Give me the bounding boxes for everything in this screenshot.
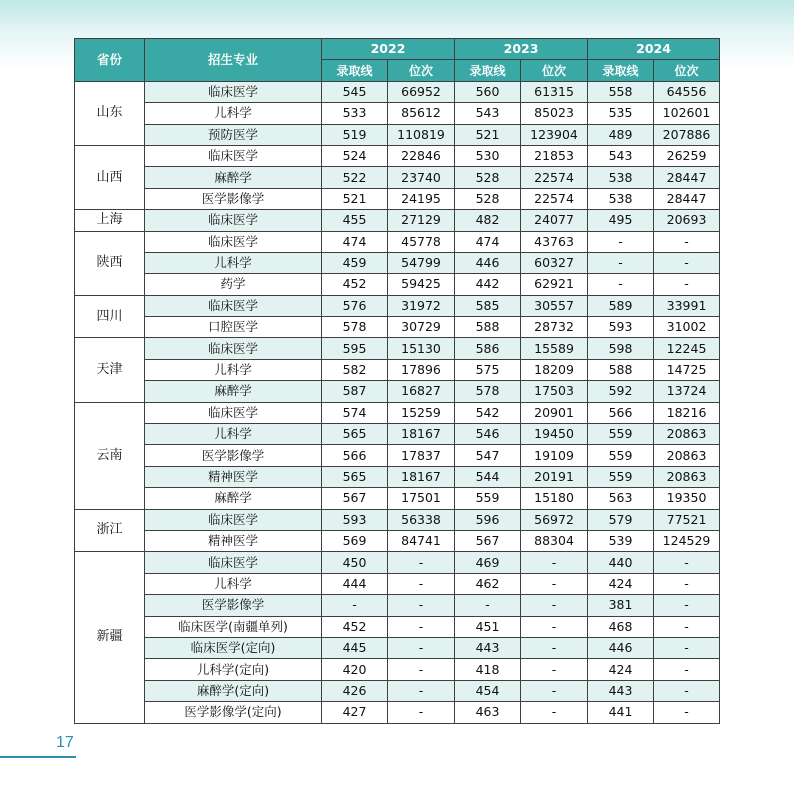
- rank-cell: 18209: [521, 359, 588, 380]
- rank-cell: -: [654, 680, 720, 701]
- score-cell: -: [588, 252, 654, 273]
- score-cell: 440: [588, 552, 654, 573]
- major-cell: 医学影像学: [145, 445, 322, 466]
- score-cell: 469: [455, 552, 521, 573]
- score-cell: 446: [455, 252, 521, 273]
- province-cell: 山西: [75, 145, 145, 209]
- score-cell: 459: [322, 252, 388, 273]
- rank-cell: 54799: [388, 252, 455, 273]
- rank-cell: 123904: [521, 124, 588, 145]
- rank-cell: 22574: [521, 188, 588, 209]
- score-header: 录取线: [588, 60, 654, 81]
- page-number: 17: [56, 734, 74, 751]
- rank-cell: 28447: [654, 167, 720, 188]
- major-cell: 口腔医学: [145, 317, 322, 338]
- score-cell: 482: [455, 210, 521, 231]
- major-cell: 临床医学: [145, 231, 322, 252]
- province-cell: 浙江: [75, 509, 145, 552]
- table-row: [75, 637, 720, 658]
- rank-cell: 61315: [521, 81, 588, 102]
- score-cell: 596: [455, 509, 521, 530]
- table-row: [75, 252, 720, 273]
- score-header: 录取线: [322, 60, 388, 81]
- rank-cell: -: [654, 231, 720, 252]
- score-cell: 547: [455, 445, 521, 466]
- table-row: [75, 231, 720, 252]
- major-cell: 临床医学: [145, 210, 322, 231]
- table-row: [75, 317, 720, 338]
- score-cell: 489: [588, 124, 654, 145]
- score-cell: -: [455, 595, 521, 616]
- rank-cell: 13724: [654, 381, 720, 402]
- rank-cell: 33991: [654, 295, 720, 316]
- rank-cell: 77521: [654, 509, 720, 530]
- province-cell: 新疆: [75, 552, 145, 723]
- score-cell: 446: [588, 637, 654, 658]
- major-cell: 临床医学: [145, 145, 322, 166]
- rank-cell: 22574: [521, 167, 588, 188]
- score-cell: 521: [455, 124, 521, 145]
- major-cell: 临床医学: [145, 402, 322, 423]
- rank-cell: 66952: [388, 81, 455, 102]
- score-cell: 544: [455, 466, 521, 487]
- score-cell: 545: [322, 81, 388, 102]
- major-cell: 精神医学: [145, 530, 322, 551]
- table-row: [75, 81, 720, 102]
- rank-cell: 84741: [388, 530, 455, 551]
- score-cell: 530: [455, 145, 521, 166]
- table-row: [75, 167, 720, 188]
- score-cell: 538: [588, 188, 654, 209]
- score-cell: 560: [455, 81, 521, 102]
- major-cell: 预防医学: [145, 124, 322, 145]
- table-row: [75, 702, 720, 723]
- table-row: [75, 595, 720, 616]
- rank-cell: 15259: [388, 402, 455, 423]
- table-body: [75, 81, 720, 723]
- score-cell: 474: [455, 231, 521, 252]
- major-cell: 临床医学: [145, 295, 322, 316]
- score-cell: 559: [588, 466, 654, 487]
- table-row: [75, 210, 720, 231]
- major-cell: 精神医学: [145, 466, 322, 487]
- rank-cell: -: [654, 573, 720, 594]
- score-cell: 576: [322, 295, 388, 316]
- score-cell: 567: [455, 530, 521, 551]
- rank-cell: 16827: [388, 381, 455, 402]
- rank-cell: 20863: [654, 466, 720, 487]
- table-row: [75, 530, 720, 551]
- rank-cell: -: [654, 637, 720, 658]
- major-cell: 临床医学: [145, 81, 322, 102]
- rank-cell: 20191: [521, 466, 588, 487]
- score-cell: 463: [455, 702, 521, 723]
- rank-cell: 22846: [388, 145, 455, 166]
- score-cell: 441: [588, 702, 654, 723]
- score-cell: -: [588, 274, 654, 295]
- table-row: [75, 274, 720, 295]
- score-cell: 426: [322, 680, 388, 701]
- rank-cell: 19109: [521, 445, 588, 466]
- score-cell: 522: [322, 167, 388, 188]
- rank-cell: -: [388, 659, 455, 680]
- score-cell: 585: [455, 295, 521, 316]
- score-cell: 593: [588, 317, 654, 338]
- score-cell: 566: [322, 445, 388, 466]
- rank-cell: -: [388, 637, 455, 658]
- major-cell: 医学影像学: [145, 188, 322, 209]
- score-cell: 582: [322, 359, 388, 380]
- major-cell: 临床医学: [145, 509, 322, 530]
- score-cell: 589: [588, 295, 654, 316]
- rank-cell: 17896: [388, 359, 455, 380]
- table-row: [75, 445, 720, 466]
- table-row: [75, 103, 720, 124]
- rank-cell: 60327: [521, 252, 588, 273]
- score-cell: 593: [322, 509, 388, 530]
- score-cell: 559: [588, 445, 654, 466]
- rank-cell: 64556: [654, 81, 720, 102]
- rank-cell: 20693: [654, 210, 720, 231]
- score-cell: 592: [588, 381, 654, 402]
- table-row: [75, 338, 720, 359]
- rank-cell: 15180: [521, 488, 588, 509]
- score-cell: 524: [322, 145, 388, 166]
- table-row: [75, 381, 720, 402]
- score-cell: 598: [588, 338, 654, 359]
- rank-cell: -: [654, 274, 720, 295]
- score-cell: 542: [455, 402, 521, 423]
- score-cell: 546: [455, 424, 521, 445]
- score-cell: 452: [322, 274, 388, 295]
- rank-cell: 17503: [521, 381, 588, 402]
- score-cell: 569: [322, 530, 388, 551]
- score-cell: 443: [588, 680, 654, 701]
- rank-cell: 102601: [654, 103, 720, 124]
- rank-cell: 15130: [388, 338, 455, 359]
- major-cell: 医学影像学(定向): [145, 702, 322, 723]
- rank-cell: 31972: [388, 295, 455, 316]
- rank-cell: 124529: [654, 530, 720, 551]
- rank-cell: -: [521, 680, 588, 701]
- rank-cell: 23740: [388, 167, 455, 188]
- score-cell: 588: [588, 359, 654, 380]
- score-cell: 586: [455, 338, 521, 359]
- major-cell: 临床医学(定向): [145, 637, 322, 658]
- rank-cell: 19350: [654, 488, 720, 509]
- major-header: 招生专业: [145, 39, 322, 82]
- score-cell: 578: [455, 381, 521, 402]
- rank-cell: 207886: [654, 124, 720, 145]
- rank-cell: -: [654, 616, 720, 637]
- score-cell: 424: [588, 659, 654, 680]
- table-row: [75, 402, 720, 423]
- major-cell: 临床医学: [145, 552, 322, 573]
- score-cell: 528: [455, 167, 521, 188]
- major-cell: 麻醉学: [145, 167, 322, 188]
- province-cell: 上海: [75, 210, 145, 231]
- rank-header: 位次: [521, 60, 588, 81]
- rank-cell: 30729: [388, 317, 455, 338]
- rank-cell: 19450: [521, 424, 588, 445]
- score-cell: 566: [588, 402, 654, 423]
- score-cell: 595: [322, 338, 388, 359]
- score-cell: 574: [322, 402, 388, 423]
- major-cell: 麻醉学: [145, 488, 322, 509]
- rank-cell: 20901: [521, 402, 588, 423]
- rank-header: 位次: [654, 60, 720, 81]
- score-cell: 455: [322, 210, 388, 231]
- table-row: [75, 552, 720, 573]
- score-cell: 445: [322, 637, 388, 658]
- rank-cell: -: [388, 616, 455, 637]
- score-cell: 442: [455, 274, 521, 295]
- score-cell: 543: [455, 103, 521, 124]
- major-cell: 麻醉学(定向): [145, 680, 322, 701]
- rank-cell: -: [388, 702, 455, 723]
- rank-cell: -: [388, 573, 455, 594]
- score-cell: 474: [322, 231, 388, 252]
- score-cell: 443: [455, 637, 521, 658]
- rank-cell: 18167: [388, 424, 455, 445]
- table-row: [75, 295, 720, 316]
- score-cell: 588: [455, 317, 521, 338]
- rank-cell: 12245: [654, 338, 720, 359]
- table-row: [75, 145, 720, 166]
- score-cell: 543: [588, 145, 654, 166]
- table-row: [75, 488, 720, 509]
- score-cell: 587: [322, 381, 388, 402]
- major-cell: 儿科学: [145, 573, 322, 594]
- rank-cell: 31002: [654, 317, 720, 338]
- major-cell: 麻醉学: [145, 381, 322, 402]
- score-cell: 451: [455, 616, 521, 637]
- province-cell: 陕西: [75, 231, 145, 295]
- score-cell: 450: [322, 552, 388, 573]
- score-cell: 567: [322, 488, 388, 509]
- rank-cell: -: [388, 680, 455, 701]
- table-row: [75, 424, 720, 445]
- province-cell: 四川: [75, 295, 145, 338]
- table-row: [75, 124, 720, 145]
- rank-cell: 56972: [521, 509, 588, 530]
- table-header: [75, 39, 720, 82]
- score-cell: -: [588, 231, 654, 252]
- rank-cell: -: [521, 616, 588, 637]
- rank-cell: 15589: [521, 338, 588, 359]
- rank-cell: 110819: [388, 124, 455, 145]
- score-cell: 381: [588, 595, 654, 616]
- rank-cell: 88304: [521, 530, 588, 551]
- score-cell: 468: [588, 616, 654, 637]
- rank-cell: 28732: [521, 317, 588, 338]
- major-cell: 药学: [145, 274, 322, 295]
- rank-cell: 85612: [388, 103, 455, 124]
- score-cell: 538: [588, 167, 654, 188]
- score-cell: 462: [455, 573, 521, 594]
- rank-cell: -: [388, 552, 455, 573]
- score-cell: 418: [455, 659, 521, 680]
- rank-cell: 18167: [388, 466, 455, 487]
- score-cell: 528: [455, 188, 521, 209]
- admission-score-table: [74, 38, 720, 724]
- rank-cell: 26259: [654, 145, 720, 166]
- rank-cell: 45778: [388, 231, 455, 252]
- rank-cell: -: [521, 659, 588, 680]
- score-cell: 559: [588, 424, 654, 445]
- score-cell: 578: [322, 317, 388, 338]
- score-cell: 420: [322, 659, 388, 680]
- rank-cell: 56338: [388, 509, 455, 530]
- rank-cell: 24195: [388, 188, 455, 209]
- province-cell: 云南: [75, 402, 145, 509]
- score-cell: 452: [322, 616, 388, 637]
- rank-header: 位次: [388, 60, 455, 81]
- major-cell: 临床医学: [145, 338, 322, 359]
- major-cell: 儿科学: [145, 252, 322, 273]
- rank-cell: 27129: [388, 210, 455, 231]
- table-row: [75, 680, 720, 701]
- rank-cell: -: [521, 595, 588, 616]
- major-cell: 临床医学(南疆单列): [145, 616, 322, 637]
- year-header: 2022: [322, 39, 455, 60]
- score-cell: 575: [455, 359, 521, 380]
- score-cell: 565: [322, 466, 388, 487]
- table-row: [75, 509, 720, 530]
- score-cell: 565: [322, 424, 388, 445]
- province-header: 省份: [75, 39, 145, 82]
- table-row: [75, 616, 720, 637]
- score-cell: 563: [588, 488, 654, 509]
- score-cell: 424: [588, 573, 654, 594]
- score-header: 录取线: [455, 60, 521, 81]
- score-cell: 454: [455, 680, 521, 701]
- score-cell: 535: [588, 103, 654, 124]
- score-cell: 495: [588, 210, 654, 231]
- rank-cell: -: [654, 252, 720, 273]
- table-row: [75, 573, 720, 594]
- rank-cell: 20863: [654, 445, 720, 466]
- score-cell: 444: [322, 573, 388, 594]
- score-cell: 519: [322, 124, 388, 145]
- rank-cell: -: [521, 637, 588, 658]
- rank-cell: -: [654, 552, 720, 573]
- major-cell: 儿科学: [145, 103, 322, 124]
- score-cell: 579: [588, 509, 654, 530]
- major-cell: 医学影像学: [145, 595, 322, 616]
- score-cell: 533: [322, 103, 388, 124]
- rank-cell: -: [521, 702, 588, 723]
- rank-cell: 30557: [521, 295, 588, 316]
- rank-cell: -: [521, 552, 588, 573]
- major-cell: 儿科学(定向): [145, 659, 322, 680]
- rank-cell: 21853: [521, 145, 588, 166]
- score-cell: 559: [455, 488, 521, 509]
- score-cell: 558: [588, 81, 654, 102]
- major-cell: 儿科学: [145, 424, 322, 445]
- rank-cell: -: [654, 595, 720, 616]
- table-row: [75, 466, 720, 487]
- table-row: [75, 659, 720, 680]
- score-cell: -: [322, 595, 388, 616]
- rank-cell: 24077: [521, 210, 588, 231]
- table-row: [75, 359, 720, 380]
- rank-cell: -: [654, 659, 720, 680]
- rank-cell: 85023: [521, 103, 588, 124]
- province-cell: 天津: [75, 338, 145, 402]
- footer-divider: [0, 756, 76, 758]
- province-cell: 山东: [75, 81, 145, 145]
- rank-cell: -: [654, 702, 720, 723]
- year-header: 2024: [588, 39, 720, 60]
- rank-cell: 20863: [654, 424, 720, 445]
- rank-cell: 43763: [521, 231, 588, 252]
- major-cell: 儿科学: [145, 359, 322, 380]
- score-cell: 539: [588, 530, 654, 551]
- score-cell: 427: [322, 702, 388, 723]
- rank-cell: 14725: [654, 359, 720, 380]
- table-row: [75, 188, 720, 209]
- rank-cell: -: [521, 573, 588, 594]
- rank-cell: 18216: [654, 402, 720, 423]
- rank-cell: 17501: [388, 488, 455, 509]
- rank-cell: -: [388, 595, 455, 616]
- score-cell: 521: [322, 188, 388, 209]
- rank-cell: 59425: [388, 274, 455, 295]
- rank-cell: 17837: [388, 445, 455, 466]
- year-header: 2023: [455, 39, 588, 60]
- rank-cell: 62921: [521, 274, 588, 295]
- rank-cell: 28447: [654, 188, 720, 209]
